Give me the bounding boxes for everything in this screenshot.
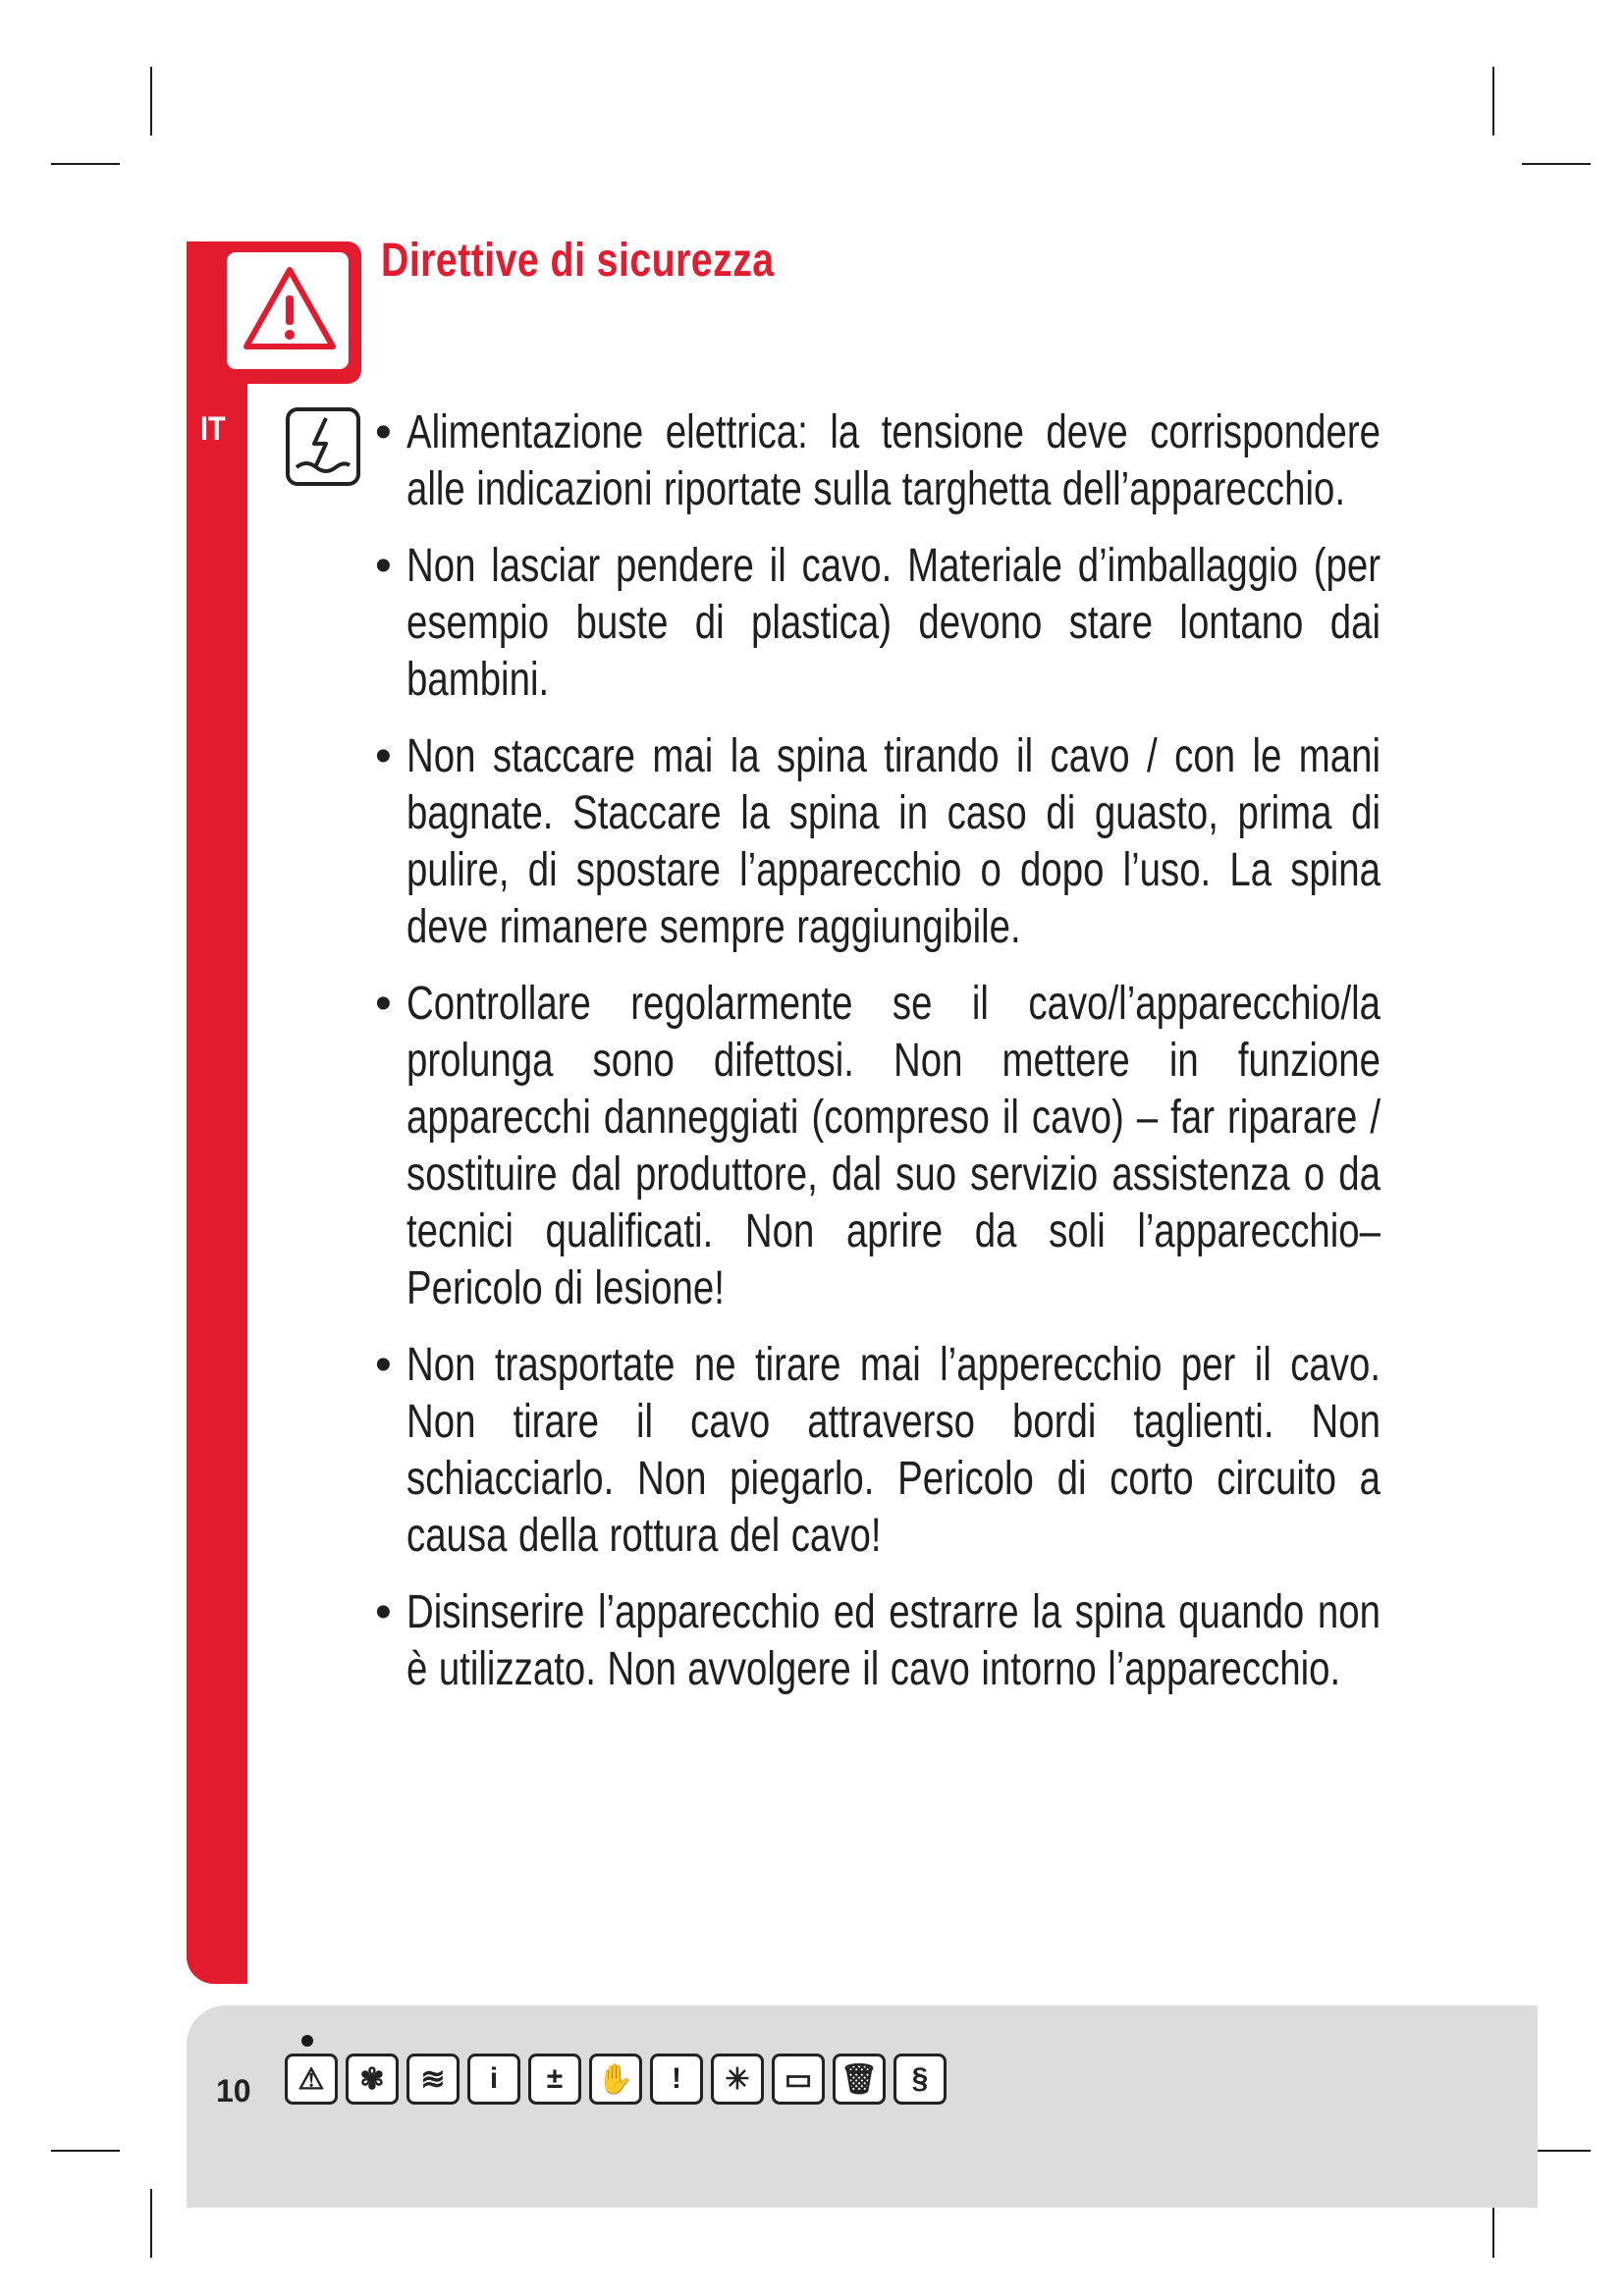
bullet: •: [375, 1586, 392, 1638]
list-item: [375, 976, 1386, 1317]
crop-mark: [1522, 163, 1591, 165]
safety-text: Controllare regolarmente se il cavo/l’apparecchio/la prolunga sono difettosi. Non mettere in funzione apparecchi danneggiati (compreso il cavo) – far riparare / sostituire dal produttore, dal suo servizio assistenza o da tecnici qualificati. Non aprire da soli l’apparecchio– Pericolo di lesione!: [406, 978, 1380, 1314]
current-section-indicator: [301, 2035, 313, 2047]
heat-icon[interactable]: ≋: [406, 2054, 460, 2105]
bullet: •: [375, 406, 392, 458]
crop-mark: [51, 2150, 120, 2152]
page-number: 10: [216, 2073, 251, 2109]
list-item: [375, 1584, 1386, 1698]
safety-list: [375, 404, 1386, 1718]
hand-icon[interactable]: ✋: [589, 2054, 642, 2105]
safety-text: Non lasciar pendere il cavo. Materiale d’imballaggio (per esempio buste di plastica) devono stare lontano dai bambini.: [406, 540, 1380, 706]
list-item: [375, 1337, 1386, 1565]
warning-triangle-icon: [241, 264, 339, 354]
law-icon[interactable]: §: [893, 2054, 947, 2105]
accessories-icon[interactable]: ±: [528, 2054, 581, 2105]
attention-icon[interactable]: !: [650, 2054, 703, 2105]
list-item: [375, 404, 1386, 518]
safety-text: Disinserire l’apparecchio ed estrarre la spina quando non è utilizzato. Non avvolgere il cavo intorno l’apparecchio.: [406, 1586, 1380, 1695]
bullet: •: [375, 978, 392, 1030]
language-sidebar: [187, 241, 247, 1984]
section-nav-icons: [285, 2054, 947, 2105]
snowflake-icon[interactable]: ✳: [711, 2054, 764, 2105]
crop-mark: [150, 2189, 152, 2258]
warning-icon[interactable]: ⚠: [285, 2054, 338, 2105]
safety-text: Alimentazione elettrica: la tensione deve corrispondere alle indicazioni riportate sulla targhetta dell’apparecchio.: [406, 406, 1380, 515]
warning-header-box: [214, 241, 361, 384]
list-item: [375, 538, 1386, 709]
fan-icon[interactable]: ✾: [346, 2054, 399, 2105]
crop-mark: [51, 163, 120, 165]
bin-icon[interactable]: 🗑: [833, 2054, 886, 2105]
list-item: [375, 728, 1386, 956]
crop-mark: [150, 67, 152, 135]
footer-bar: [187, 2005, 1538, 2208]
bullet: •: [375, 540, 392, 592]
bullet: •: [375, 1339, 392, 1391]
crop-mark: [1492, 67, 1494, 135]
info-icon[interactable]: i: [467, 2054, 520, 2105]
safety-text: Non trasportate ne tirare mai l’apperecchio per il cavo. Non tirare il cavo attraverso bordi taglienti. Non schiacciarlo. Non piegarlo. Pericolo di corto circuito a causa della rottura del cavo!: [406, 1339, 1380, 1562]
safety-text: Non staccare mai la spina tirando il cavo / con le mani bagnate. Staccare la spina in caso di guasto, prima di pulire, di spostare l’apparecchio o dopo l’uso. La spina deve rimanere sempre raggiungibile.: [406, 730, 1380, 953]
language-tab: IT: [200, 410, 226, 448]
ruler-icon[interactable]: ▭: [772, 2054, 825, 2105]
page-title: Direttive di sicurezza: [381, 235, 775, 287]
warning-icon-frame: [224, 249, 352, 372]
bullet: •: [375, 730, 392, 782]
electric-water-icon: [285, 406, 361, 487]
